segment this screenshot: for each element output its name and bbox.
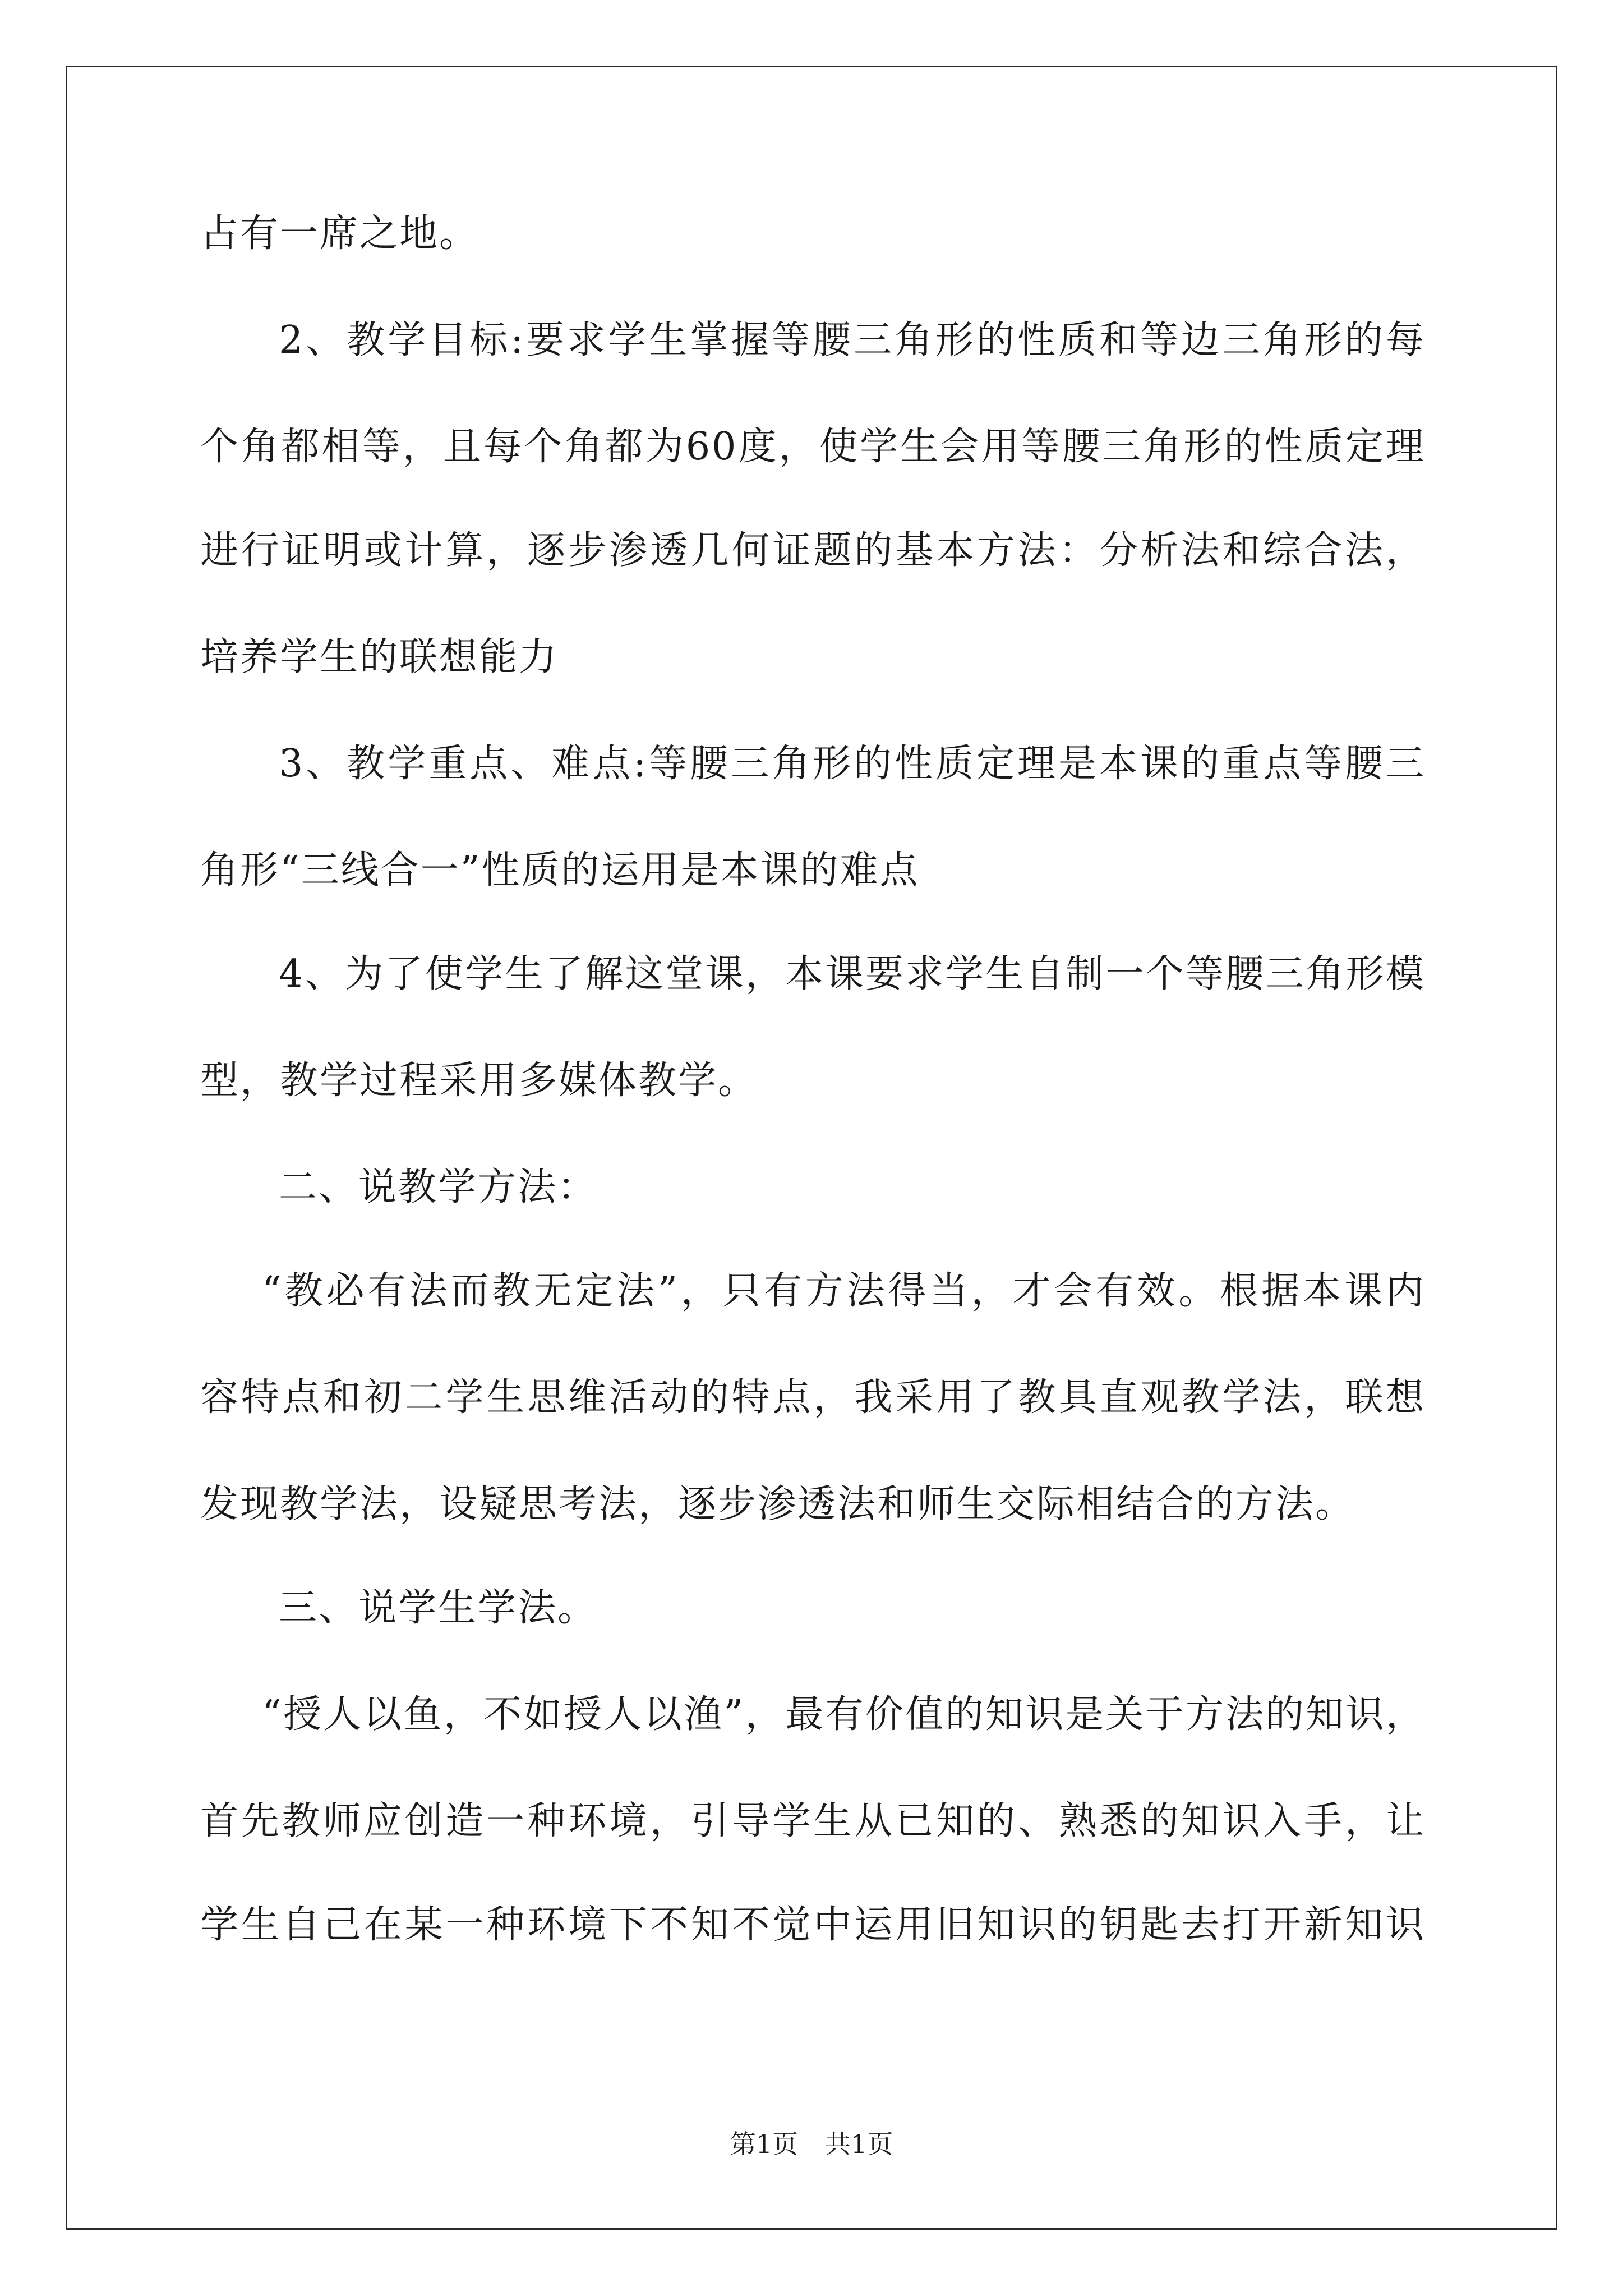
paragraph-first-line: 2、教学目标:要求学生掌握等腰三角形的性质和等边三角形的每 [279, 318, 1426, 362]
text-line: 容特点和初二学生思维活动的特点，我采用了教具直观教学法，联想 [200, 1375, 1426, 1420]
page-footer [0, 2128, 1623, 2160]
section-heading: 二、说教学方法： [279, 1165, 598, 1209]
paragraph-first-line: “教必有法而教无定法”，只有方法得当，才会有效。根据本课内 [262, 1269, 1426, 1313]
paragraph-first-line: 3、教学重点、难点:等腰三角形的性质定理是本课的重点等腰三 [279, 742, 1426, 786]
text-line: 占有一席之地。 [200, 211, 479, 256]
text-line: 个角都相等，且每个角都为60度，使学生会用等腰三角形的性质定理 [200, 425, 1426, 469]
text-line: 角形“三线合一”性质的运用是本课的难点 [200, 848, 920, 892]
page-total: 共1页 [825, 2129, 893, 2159]
page-number: 第1页 [730, 2129, 798, 2159]
paragraph-first-line: 4、为了使学生了解这堂课，本课要求学生自制一个等腰三角形模 [279, 952, 1426, 996]
section-heading: 三、说学生学法。 [279, 1586, 598, 1630]
text-line: 进行证明或计算，逐步渗透几何证题的基本方法：分析法和综合法， [200, 528, 1426, 573]
text-line: 首先教师应创造一种环境，引导学生从已知的、熟悉的知识入手，让 [200, 1799, 1426, 1843]
paragraph-first-line: “授人以鱼，不如授人以渔”，最有价值的知识是关于方法的知识， [262, 1692, 1426, 1737]
text-line: 培养学生的联想能力 [200, 635, 559, 679]
text-line: 发现教学法，设疑思考法，逐步渗透法和师生交际相结合的方法。 [200, 1482, 1355, 1526]
text-line: 学生自己在某一种环境下不知不觉中运用旧知识的钥匙去打开新知识 [200, 1903, 1426, 1947]
text-line: 型，教学过程采用多媒体教学。 [200, 1059, 758, 1103]
